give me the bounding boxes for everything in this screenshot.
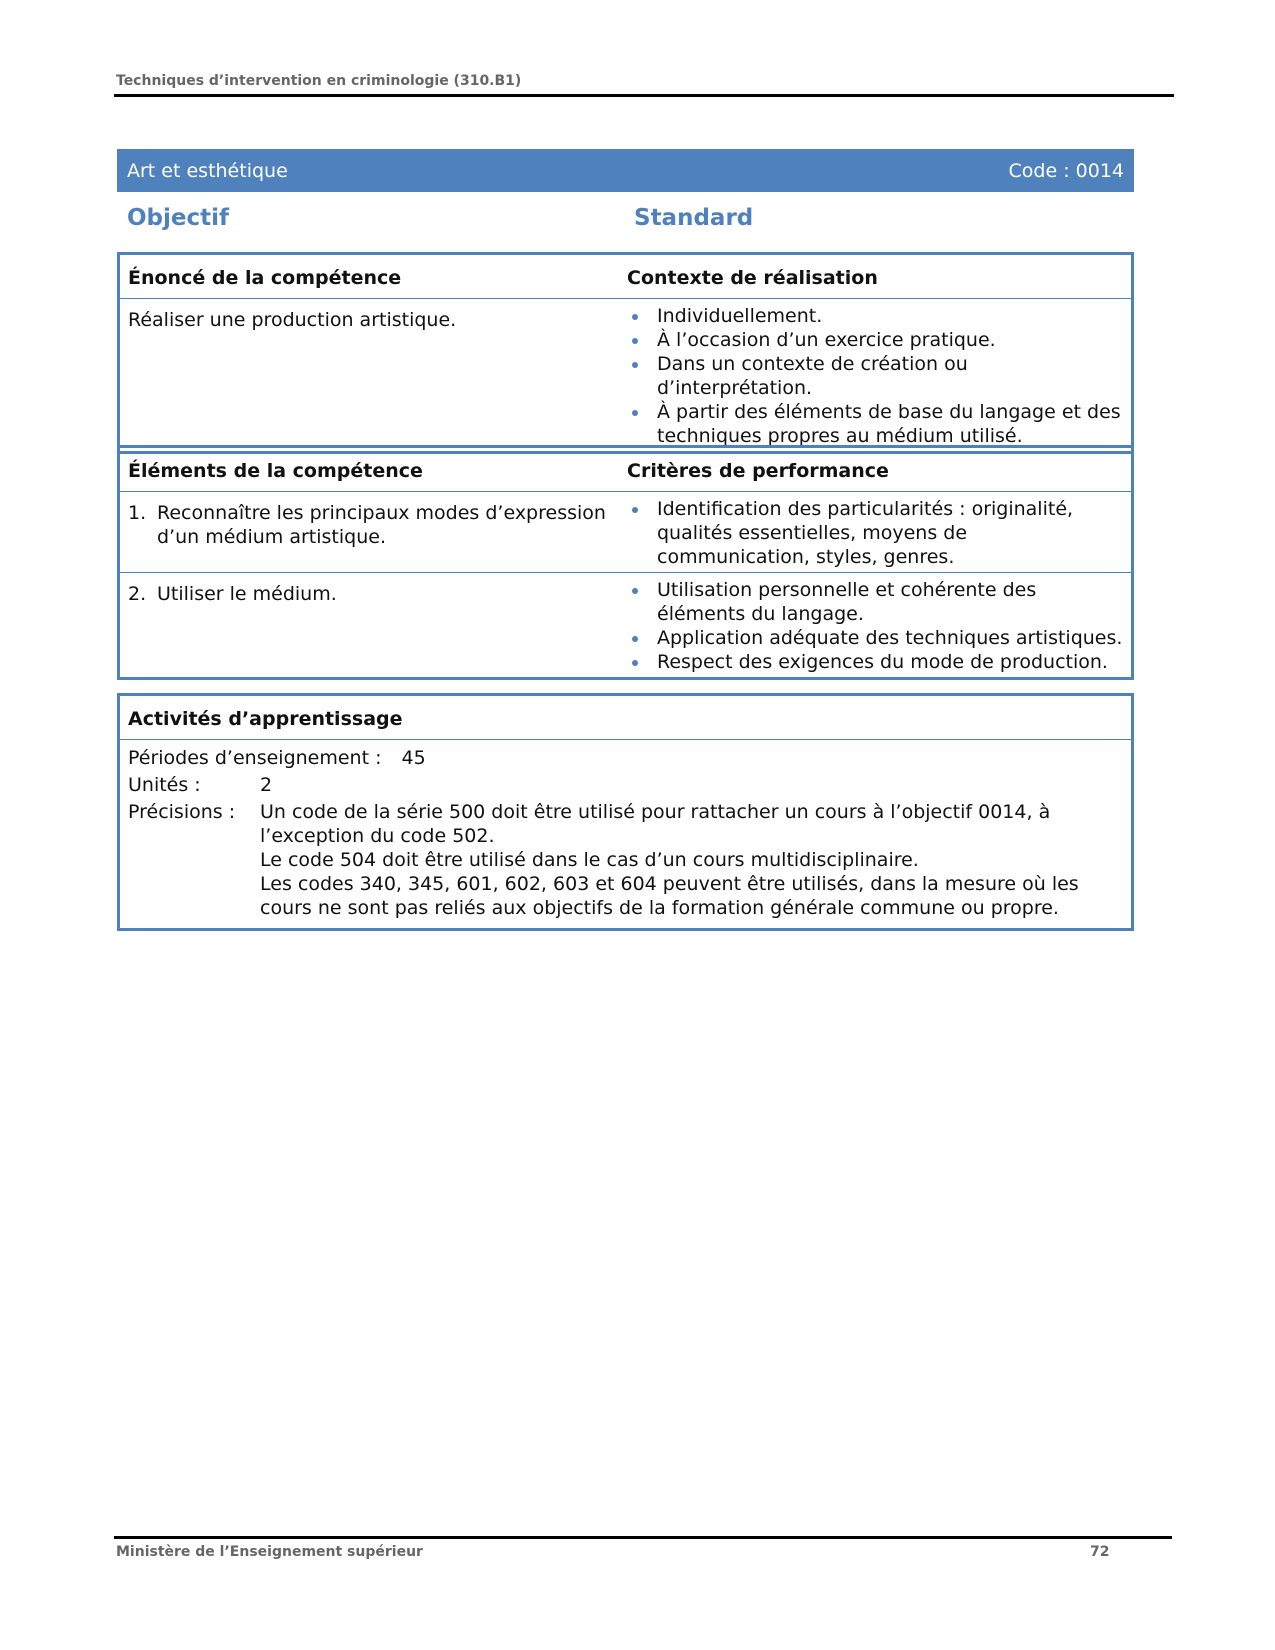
list-item: À partir des éléments de base du langage et des techniques propres au médium utilisé. — [627, 400, 1123, 448]
standard-heading: Standard — [634, 205, 754, 231]
objectif-heading: Objectif — [127, 205, 230, 231]
activites-table — [117, 693, 1134, 931]
enonce-header: Énoncé de la compétence — [128, 267, 402, 289]
list-item: À l’occasion d’un exercice pratique. — [627, 328, 1123, 352]
elements-header: Éléments de la compétence — [128, 460, 423, 482]
course-title-bar — [117, 149, 1134, 192]
criteria-list — [627, 578, 1123, 674]
periodes-label: Périodes d’enseignement : — [128, 747, 382, 769]
competence-table-header — [120, 255, 1131, 299]
activites-header: Activités d’apprentissage — [128, 708, 403, 730]
contexte-list — [627, 304, 1123, 448]
list-item: Identification des particularités : originalité, qualités essentielles, moyens de communication, styles, genres. — [627, 497, 1123, 569]
criteria-list — [627, 497, 1123, 569]
enonce-text: Réaliser une production artistique. — [128, 309, 457, 331]
competence-table — [117, 252, 1134, 454]
footer-ministry: Ministère de l’Enseignement supérieur — [116, 1544, 423, 1560]
list-item: Utilisation personnelle et cohérente des éléments du langage. — [627, 578, 1123, 626]
list-item: Application adéquate des techniques artistiques. — [627, 626, 1123, 650]
course-title: Art et esthétique — [127, 159, 288, 182]
footer-rule — [114, 1536, 1172, 1539]
activites-body — [120, 740, 1131, 928]
unites-value: 2 — [260, 774, 273, 796]
element-number: 2. — [128, 583, 147, 605]
elements-table-header — [120, 448, 1131, 492]
criteres-header: Critères de performance — [627, 460, 889, 482]
precisions-text — [260, 800, 1123, 920]
list-item: Dans un contexte de création ou d’interprétation. — [627, 352, 1123, 400]
element-number: 1. — [128, 502, 147, 524]
precision-paragraph: Les codes 340, 345, 601, 602, 603 et 604 peuvent être utilisés, dans la mesure où les cours ne sont pas reliés aux objectifs de la formation générale commune ou propre. — [260, 873, 1079, 919]
unites-label: Unités : — [128, 774, 201, 796]
precision-paragraph: Un code de la série 500 doit être utilisé pour rattacher un cours à l’objectif 0014, à l’exception du code 502. — [260, 801, 1051, 847]
list-item: Individuellement. — [627, 304, 1123, 328]
list-item: Respect des exigences du mode de production. — [627, 650, 1123, 674]
running-header: Techniques d’intervention en criminologie (310.B1) — [116, 73, 522, 89]
contexte-header: Contexte de réalisation — [627, 267, 878, 289]
activites-table-header — [120, 696, 1131, 740]
element-text: Utiliser le médium. — [157, 583, 337, 605]
table-row — [120, 573, 1131, 677]
precision-paragraph: Le code 504 doit être utilisé dans le cas d’un cours multidisciplinaire. — [260, 849, 919, 871]
header-rule — [114, 94, 1174, 97]
course-code: Code : 0014 — [1008, 159, 1124, 182]
element-text: Reconnaître les principaux modes d’expression d’un médium artistique. — [157, 502, 606, 548]
elements-table — [117, 445, 1134, 680]
periodes-value: 45 — [401, 747, 426, 769]
table-row — [120, 492, 1131, 573]
page-number: 72 — [1090, 1544, 1110, 1560]
precisions-label: Précisions : — [128, 801, 236, 823]
competence-table-row — [120, 299, 1131, 451]
